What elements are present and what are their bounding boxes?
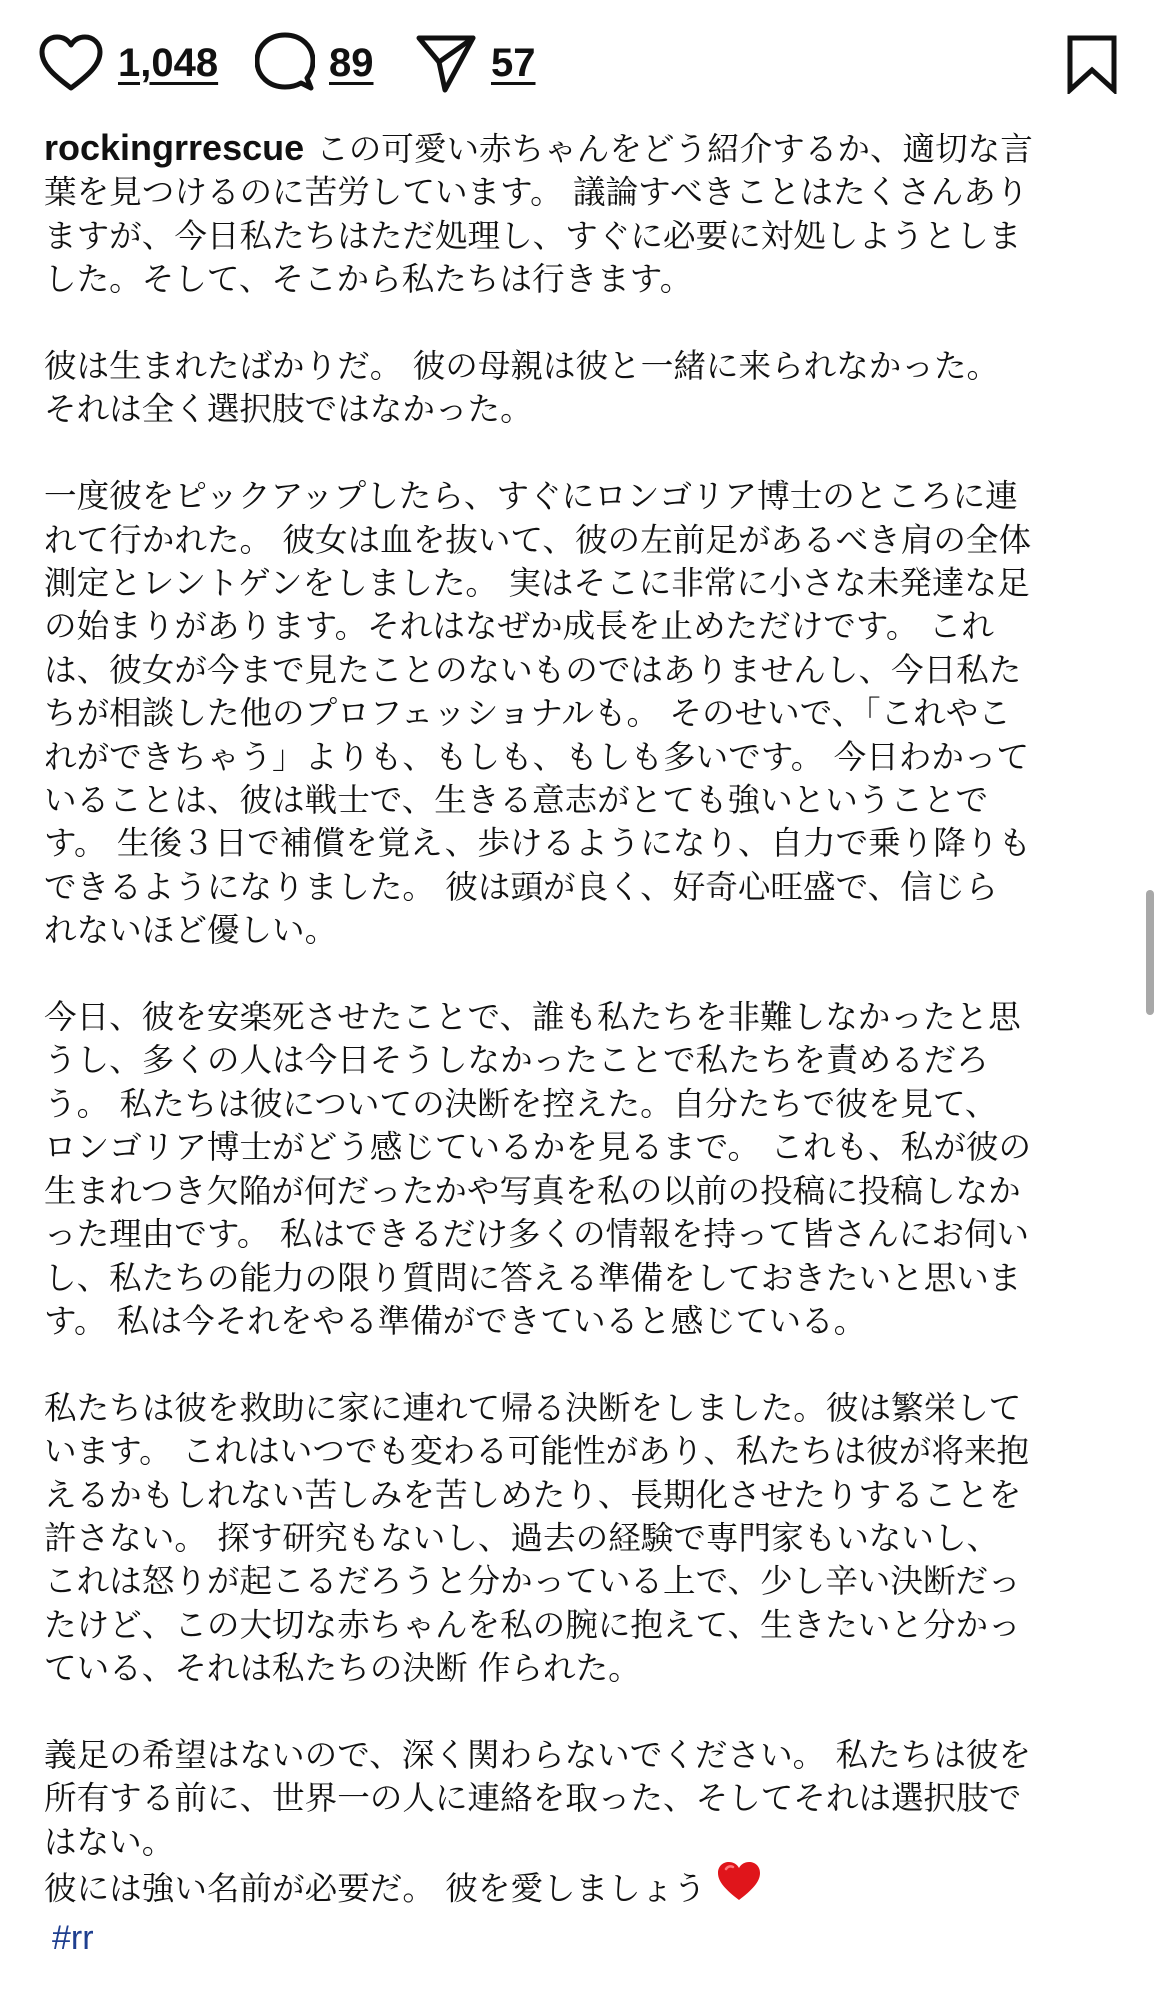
paper-plane-icon[interactable] (415, 32, 477, 94)
like-button[interactable] (38, 28, 218, 98)
caption-text: この可愛い赤ちゃんをどう紹介するか、適切な言 葉を見つけるのに苦労しています。 議論すべきことはたくさんあり ますが、今日私たちはただ処理し、すぐに必要に対処しようとしま した。そして、そこから私たちは行きます。 (44, 130, 1033, 299)
caption-paragraph (44, 126, 1124, 302)
like-count[interactable]: 1,048 (118, 40, 219, 85)
caption-text: 彼には強い名前が必要だ。 彼を愛しましょう (44, 1869, 706, 1908)
caption-paragraph: 彼は生まれたばかりだ。 彼の母親は彼と一緒に来られなかった。 それは全く選択肢ではなかった。 (44, 347, 1000, 429)
heart-outline-icon[interactable] (38, 33, 104, 93)
share-button[interactable] (415, 28, 536, 98)
action-bar (0, 0, 1162, 125)
save-button[interactable] (1066, 34, 1118, 98)
caption-paragraph: 今日、彼を安楽死させたことで、誰も私たちを非難しなかったと思 うし、多くの人は今日そうしなかったことで私たちを責めるだろ う。 私たちは彼についての決断を控えた。自分たちで彼を見て、 ロンゴリア博士がどう感じているかを見るまで。 これも、私が彼の 生まれつき欠陥が何だったかや写真を私の以前の投稿に投稿しなか った理由です。 私はできるだけ多くの情報を持って皆さんにお伺い し、私たちの能力の限り質問に答える準備をしておきたいと思いま す。 私は今それをやる準備ができていると感じている。 (44, 998, 1032, 1340)
share-count[interactable]: 57 (491, 40, 536, 85)
caption-paragraph: 一度彼をピックアップしたら、すぐにロンゴリア博士のところに連 れて行かれた。 彼女は血を抜いて、彼の左前足があるべき肩の全体 測定とレントゲンをしました。 実はそこに非常に小さな未発達な足 の始まりがあります。それはなぜか成長を止めただけです。 これ は、彼女が今まで見たことのないものではありませんし、今日私た ちが相談した他のプロフェッショナルも。 そのせいで、「これやこ れができちゃう」よりも、もしも、もしも多いです。 今日わかって いることは、彼は戦士で、生きる意志がとても強いということで す。 生後３日で補償を覚え、歩けるようになり、自力で乗り降りも できるようになりました。 彼は頭が良く、好奇心旺盛で、信じら れないほど優しい。 (44, 477, 1032, 950)
post-caption (44, 126, 1124, 1958)
comment-bubble-icon[interactable] (255, 32, 315, 94)
username-link[interactable]: rockingrrescue (44, 127, 305, 168)
hashtag-link[interactable]: #rr (52, 1918, 94, 1957)
caption-paragraph-last (44, 1864, 1124, 1917)
comment-button[interactable] (255, 28, 374, 98)
scrollbar-thumb[interactable] (1146, 890, 1154, 1015)
comment-count[interactable]: 89 (329, 40, 374, 85)
red-heart-icon (716, 1860, 762, 1913)
bookmark-icon[interactable] (1066, 34, 1118, 94)
caption-paragraph: 私たちは彼を救助に家に連れて帰る決断をしました。彼は繁栄して います。 これはいつでも変わる可能性があり、私たちは彼が将来抱 えるかもしれない苦しみを苦しめたり、長期化させたりすることを 許さない。 探す研究もないし、過去の経験で専門家もいないし、 これは怒りが起こるだろうと分かっている上で、少し辛い決断だっ たけど、この大切な赤ちゃんを私の腕に抱えて、生きたいと分かっ ている、それは私たちの決断 作られた。 (44, 1388, 1030, 1688)
caption-paragraph: 義足の希望はないので、深く関わらないでください。 私たちは彼を 所有する前に、世界一の人に連絡を取った、そしてそれは選択肢で はない。 (44, 1735, 1032, 1861)
